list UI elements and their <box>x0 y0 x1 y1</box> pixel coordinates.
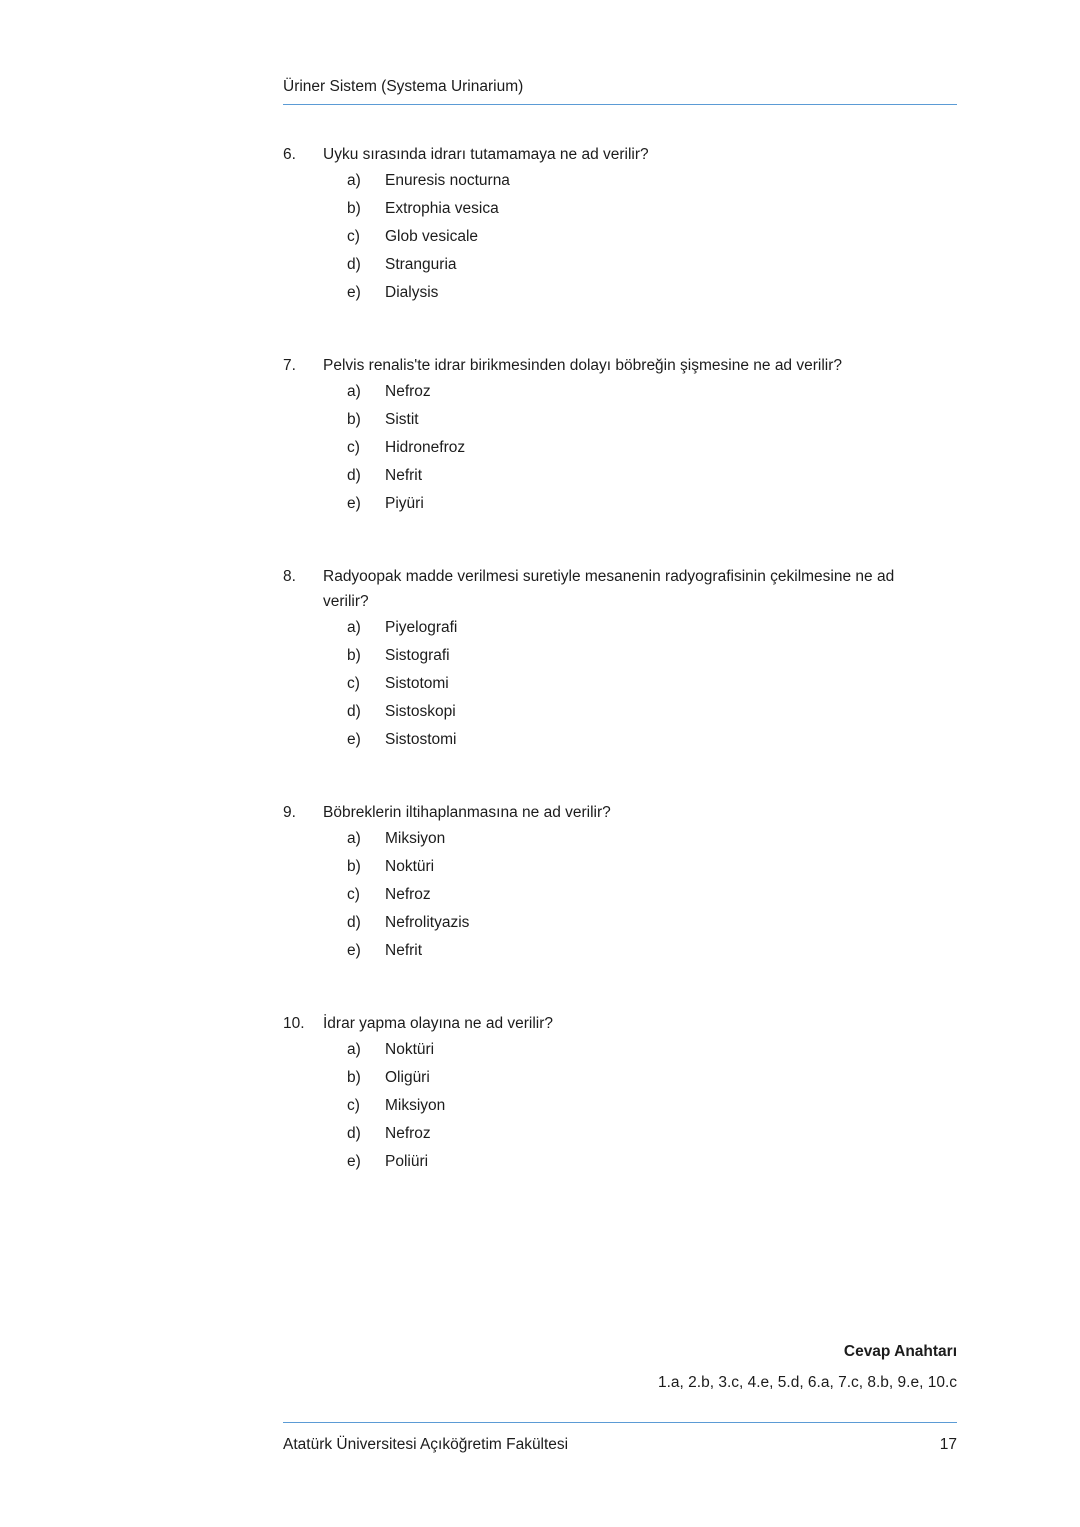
option-letter: b) <box>347 411 361 428</box>
option-text: Nefroz <box>385 886 431 903</box>
option-row <box>283 881 957 909</box>
option-text: Nefroz <box>385 1125 431 1142</box>
options-list <box>283 167 957 307</box>
question-number: 7. <box>283 357 296 374</box>
option-row <box>283 1036 957 1064</box>
option-letter: e) <box>347 1153 361 1170</box>
options-list <box>283 1036 957 1176</box>
option-row <box>283 1148 957 1176</box>
option-letter: b) <box>347 647 361 664</box>
option-text: Nefrit <box>385 467 423 484</box>
option-letter: b) <box>347 858 361 875</box>
question-block <box>283 800 957 965</box>
question-text: Uyku sırasında idrarı tutamamaya ne ad verilir? <box>323 146 649 163</box>
option-row <box>283 195 957 223</box>
page-title: Üriner Sistem (Systema Urinarium) <box>283 78 524 95</box>
option-row <box>283 279 957 307</box>
option-text: Oligüri <box>385 1069 430 1086</box>
option-row <box>283 909 957 937</box>
option-text: Dialysis <box>385 284 439 301</box>
option-letter: d) <box>347 703 361 720</box>
option-text: Piyüri <box>385 495 424 512</box>
question-number: 6. <box>283 146 296 163</box>
option-text: Miksiyon <box>385 1097 446 1114</box>
option-letter: b) <box>347 200 361 217</box>
option-row <box>283 825 957 853</box>
option-letter: e) <box>347 731 361 748</box>
option-letter: e) <box>347 495 361 512</box>
option-row <box>283 223 957 251</box>
option-text: Hidronefroz <box>385 439 466 456</box>
answer-key-title: Cevap Anahtarı <box>843 1343 957 1360</box>
option-letter: c) <box>347 1097 360 1114</box>
option-letter: c) <box>347 228 360 245</box>
footer-divider <box>283 1422 957 1423</box>
options-list <box>283 825 957 965</box>
option-letter: a) <box>347 172 361 189</box>
option-letter: a) <box>347 619 361 636</box>
option-row <box>283 698 957 726</box>
option-text: Noktüri <box>385 858 435 875</box>
option-letter: d) <box>347 914 361 931</box>
option-text: Noktüri <box>385 1041 435 1058</box>
options-list <box>283 614 957 754</box>
option-letter: e) <box>347 942 361 959</box>
option-row <box>283 614 957 642</box>
option-letter: c) <box>347 886 360 903</box>
footer-institution: Atatürk Üniversitesi Açıköğretim Fakültesi <box>283 1436 569 1453</box>
option-letter: d) <box>347 467 361 484</box>
question-block <box>283 353 957 518</box>
option-text: Sistit <box>385 411 419 428</box>
option-row <box>283 1092 957 1120</box>
option-row <box>283 642 957 670</box>
option-letter: e) <box>347 284 361 301</box>
option-text: Poliüri <box>385 1153 429 1170</box>
option-text: Extrophia vesica <box>385 200 499 217</box>
option-letter: a) <box>347 830 361 847</box>
page-footer <box>283 1422 957 1454</box>
option-text: Nefrit <box>385 942 423 959</box>
question-text: Pelvis renalis'te idrar birikmesinden dolayı böbreğin şişmesine ne ad verilir? <box>323 357 843 374</box>
option-text: Glob vesicale <box>385 228 479 245</box>
question-text: Radyoopak madde verilmesi suretiyle mesanenin radyografisinin çekilmesine ne ad verilir? <box>323 568 895 610</box>
option-row <box>283 726 957 754</box>
option-text: Sistografi <box>385 647 450 664</box>
option-row <box>283 462 957 490</box>
option-text: Enuresis nocturna <box>385 172 510 189</box>
answer-key <box>658 1341 957 1394</box>
option-text: Stranguria <box>385 256 457 273</box>
question-block <box>283 564 957 754</box>
option-letter: a) <box>347 1041 361 1058</box>
option-row <box>283 937 957 965</box>
question-number: 9. <box>283 804 296 821</box>
option-row <box>283 406 957 434</box>
option-letter: d) <box>347 1125 361 1142</box>
option-text: Sistotomi <box>385 675 449 692</box>
option-row <box>283 167 957 195</box>
option-row <box>283 853 957 881</box>
answer-key-values: 1.a, 2.b, 3.c, 4.e, 5.d, 6.a, 7.c, 8.b, 9.e, 10.c <box>658 1374 957 1391</box>
option-text: Miksiyon <box>385 830 446 847</box>
option-row <box>283 670 957 698</box>
question-block <box>283 142 957 307</box>
option-row <box>283 434 957 462</box>
question-text: İdrar yapma olayına ne ad verilir? <box>323 1015 554 1032</box>
option-row <box>283 490 957 518</box>
question-block <box>283 1011 957 1176</box>
page-header <box>283 77 957 105</box>
question-text: Böbreklerin iltihaplanmasına ne ad verilir? <box>323 804 611 821</box>
option-letter: c) <box>347 439 360 456</box>
option-text: Sistostomi <box>385 731 457 748</box>
option-letter: a) <box>347 383 361 400</box>
option-row <box>283 378 957 406</box>
option-letter: b) <box>347 1069 361 1086</box>
header-divider <box>283 104 957 105</box>
option-letter: d) <box>347 256 361 273</box>
option-text: Nefrolityazis <box>385 914 470 931</box>
option-row <box>283 251 957 279</box>
page-number: 17 <box>939 1436 957 1453</box>
option-text: Nefroz <box>385 383 431 400</box>
option-row <box>283 1064 957 1092</box>
questions-list <box>283 142 957 1176</box>
option-letter: c) <box>347 675 360 692</box>
question-number: 10. <box>283 1015 305 1032</box>
question-number: 8. <box>283 568 296 585</box>
option-text: Sistoskopi <box>385 703 456 720</box>
option-text: Piyelografi <box>385 619 458 636</box>
options-list <box>283 378 957 518</box>
option-row <box>283 1120 957 1148</box>
